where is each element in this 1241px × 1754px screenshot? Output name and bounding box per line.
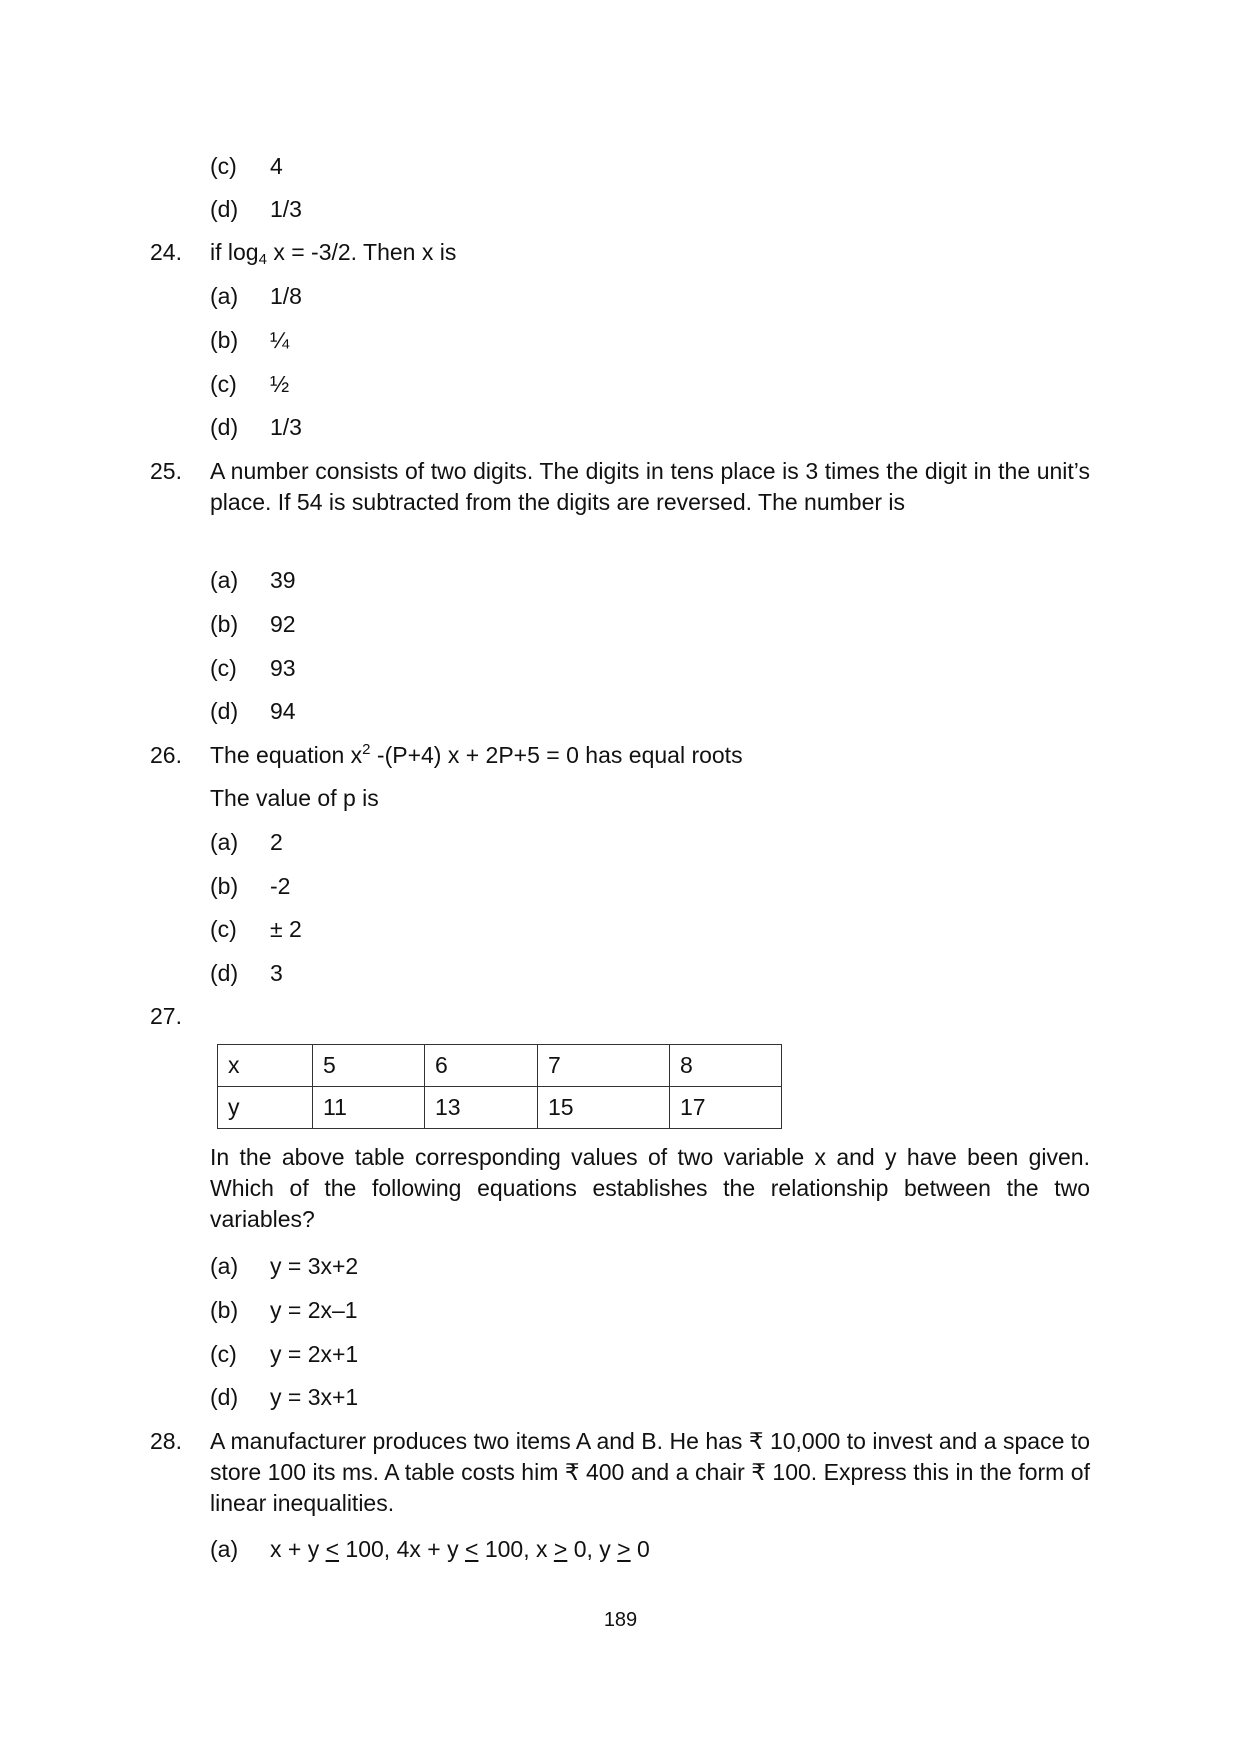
page-number: 189 [603,1609,638,1631]
option-label: (b) [210,327,239,353]
option-label: (d) [210,414,239,440]
option-a [210,1534,650,1565]
option-b [210,871,290,902]
values-table [217,1044,782,1129]
option-a [210,827,283,858]
option-label: (c) [210,655,237,681]
option-label: (d) [210,698,239,724]
option-text: ¼ [270,327,290,353]
option-label: (a) [210,1253,239,1279]
option-d [210,696,296,727]
option-c [210,369,289,400]
option-text: y = 3x+2 [270,1253,359,1279]
option-d [210,412,302,443]
option-text: 1/8 [270,283,302,309]
option-label: (d) [210,960,239,986]
option-text: 39 [270,567,296,593]
table-cell: x [218,1045,313,1087]
option-label: (d) [210,1384,239,1410]
table-cell: 17 [670,1087,782,1129]
option-text: 4 [270,153,283,179]
option-text: y = 2x–1 [270,1297,358,1323]
option-d [210,958,283,989]
option-text: 2 [270,829,283,855]
option-label: (c) [210,371,237,397]
option-text: 3 [270,960,283,986]
option-a [210,281,302,312]
table-row [218,1045,782,1087]
question-number: 24. [150,239,182,265]
option-c [210,1339,358,1370]
question-text: if log4 x = -3/2. Then x is [210,239,457,268]
question-text: The value of p is [210,785,379,811]
option-text: ± 2 [270,916,302,942]
option-a [210,1251,358,1282]
option-d [210,194,302,225]
option-c [210,653,296,684]
option-text: 1/3 [270,414,302,440]
table-cell: 11 [313,1087,425,1129]
option-label: (c) [210,916,237,942]
option-text: x + y < 100, 4x + y < 100, x > 0, y > 0 [270,1536,650,1562]
question-text: The equation $x^2$ -(P+4) x + 2P+5 = 0 has equal roots [210,741,743,768]
option-b [210,609,296,640]
question-number: 27. [150,1003,182,1029]
table-row [218,1087,782,1129]
option-text: ½ [270,371,290,397]
question-number: 26. [150,742,182,768]
question-text: In the above table corresponding values of two variable x and y have been given. Which of the following equations establishes the relationship between the two variables? [210,1144,1090,1232]
question-number: 28. [150,1428,182,1454]
option-label: (b) [210,873,239,899]
table-cell: 15 [538,1087,670,1129]
option-text: y = 2x+1 [270,1341,359,1367]
option-label: (c) [210,1341,237,1367]
option-b [210,325,289,356]
table-cell: 6 [425,1045,538,1087]
option-label: (d) [210,196,239,222]
question-text: A manufacturer produces two items A and B. He has ₹ 10,000 to invest and a space to store 100 its ms. A table costs him ₹ 400 and a chair ₹ 100. Express this in the form of linear inequalities. [210,1428,1090,1516]
table-cell: 8 [670,1045,782,1087]
option-c [210,914,302,945]
option-label: (b) [210,1297,239,1323]
option-text: 1/3 [270,196,302,222]
table-cell: 7 [538,1045,670,1087]
option-text: 93 [270,655,296,681]
table-cell: y [218,1087,313,1129]
option-label: (b) [210,611,239,637]
question-text: A number consists of two digits. The digits in tens place is 3 times the digit in the unit’s place. If 54 is subtracted from the digits are reversed. The number is [210,458,1090,515]
option-label: (a) [210,829,239,855]
option-text: 94 [270,698,296,724]
option-text: -2 [270,873,291,899]
option-text: 92 [270,611,296,637]
option-label: (a) [210,1536,239,1562]
option-d [210,1382,358,1413]
option-text: y = 3x+1 [270,1384,359,1410]
option-label: (c) [210,153,237,179]
question-number: 25. [150,458,182,484]
option-b [210,1295,358,1326]
table-cell: 13 [425,1087,538,1129]
table-cell: 5 [313,1045,425,1087]
option-label: (a) [210,567,239,593]
option-label: (a) [210,283,239,309]
option-a [210,565,296,596]
option-c [210,151,283,182]
